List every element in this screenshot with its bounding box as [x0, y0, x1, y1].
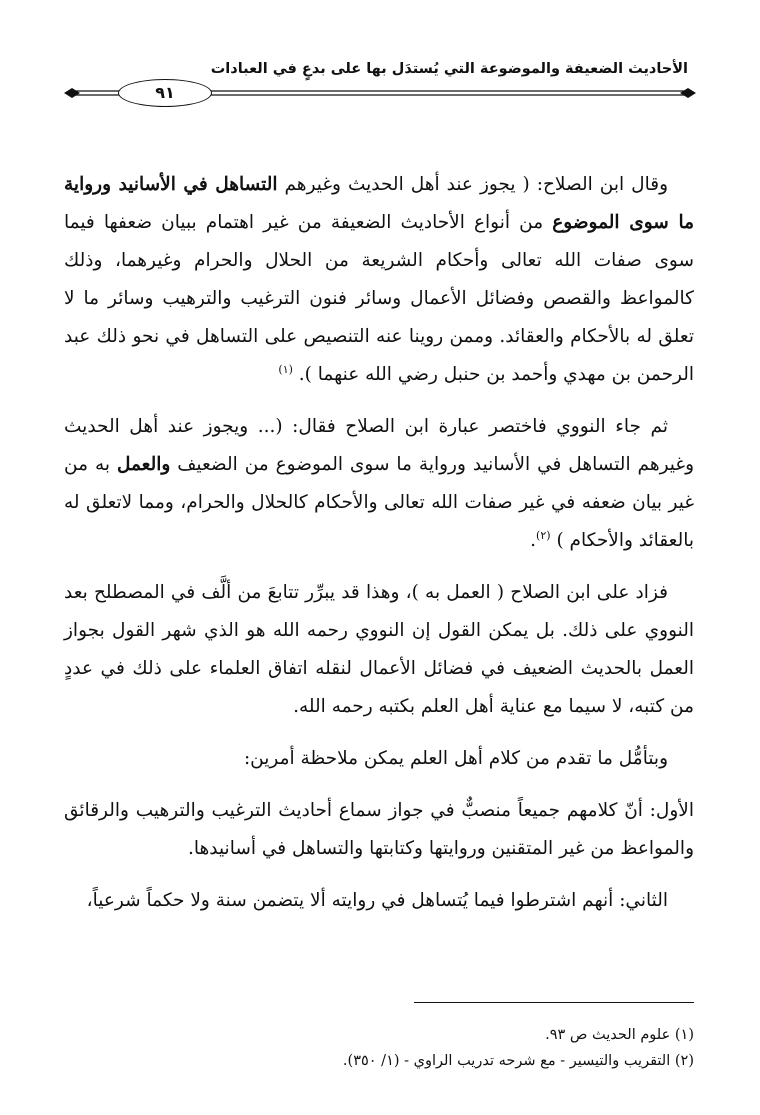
paragraph-2	[64, 408, 694, 560]
footnote-separator	[414, 1002, 694, 1003]
paragraph-2-text-c: به من غير بيان ضعفه في غير صفات الله تعالى والأحكام كالحلال والحرام، ومما لاتعلق له بالعقائد والأحكام )	[64, 454, 694, 551]
paragraph-1	[64, 166, 694, 394]
paragraph-2-text-a: ثم جاء النووي فاختصر عبارة ابن الصلاح فقال: (... ويجوز عند أهل الحديث وغيرهم التساهل في الأسانيد ورواية ما سوى الموضوع من الضعيف	[64, 416, 694, 475]
paragraph-3: فزاد على ابن الصلاح ( العمل به )، وهذا قد يبرِّر تتابعَ من ألَّف في المصطلح بعد النووي على ذلك. بل يمكن القول إن النووي رحمه الله هو الذي شهر القول بجواز العمل بالحديث الضعيف في فضائل الأعمال لنقله اتفاق العلماء على ذلك في عددٍ من كتبه، لا سيما مع عناية أهل العلم بكتبه رحمه الله.	[64, 582, 694, 717]
paragraph-6: الثاني: أنهم اشترطوا فيما يُتساهل في روايته ألا يتضمن سنة ولا حكماً شرعياً،	[86, 890, 668, 911]
page-number: ٩١	[118, 79, 212, 107]
paragraph-5: الأول: أنّ كلامهم جميعاً منصبٌّ في جواز سماع أحاديث الترغيب والترهيب والرقائق والمواعظ من غير المتقنين وروايتها وكتابتها والتساهل في أسانيدها.	[64, 800, 694, 859]
main-text	[64, 166, 694, 934]
footnote-1: (١) علوم الحديث ص ٩٣.	[545, 1027, 694, 1043]
paragraph-1-text-c: من أنواع الأحاديث الضعيفة من غير اهتمام ببيان ضعفها فيما سوى صفات الله تعالى وأحكام الشريعة من الحلال والحرام وغيرهما، وذلك كالمواعظ والقصص وفضائل الأعمال وسائر فنون الترغيب والترهيب وسائر ما لا تعلق له بالأحكام والعقائد. وممن روينا عنه التنصيص على التساهل في نحو ذلك عبد الرحمن بن مهدي وأحمد بن حنبل رضي الله عنهما ).	[64, 212, 694, 385]
footnotes	[64, 1022, 694, 1074]
paragraph-2-text-d: .	[530, 530, 537, 551]
paragraph-2-bold: والعمل	[116, 454, 171, 475]
footnote-ref-1: (١)	[278, 362, 293, 376]
footnote-2: (٢) التقريب والتيسير - مع شرحه تدريب الراوي - (١/ ٣٥٠).	[342, 1053, 694, 1069]
running-title: الأحاديث الضعيفة والموضوعة التي يُستدَل بها على بدعٍ في العبادات	[210, 61, 688, 77]
footnote-ref-2: (٢)	[536, 528, 551, 542]
paragraph-1-bold: التساهل في الأسانيد ورواية ما سوى الموضوع	[64, 174, 694, 233]
paragraph-1-text-a: وقال ابن الصلاح: ( يجوز عند أهل الحديث وغيرهم	[277, 174, 668, 195]
paragraph-4: وبتأمُّل ما تقدم من كلام أهل العلم يمكن ملاحظة أمرين:	[243, 748, 668, 769]
